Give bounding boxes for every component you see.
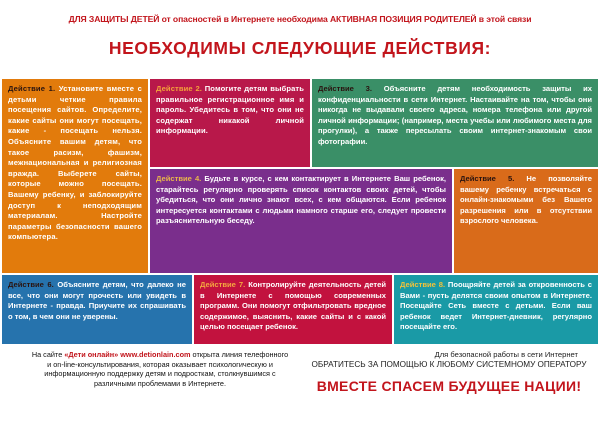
action-4-box: [150, 169, 452, 273]
action-3-box: [312, 79, 598, 167]
hotline-text: открыта линия телефонного и on-line-консультирования, которая оказывает психологическую и информационную поддержку детям и подросткам, столкнувшимся с различными проблемами в Интернете.: [44, 350, 289, 388]
hotline-info: [30, 350, 290, 388]
action-8-box: [394, 275, 598, 344]
action-8-text: Поощряйте детей за откровенность с Вами - пусть делятся своим опытом в Интернете. Посещайте Сеть вместе с детьми. Если ваш ребенок ведет Интернет-дневник, регулярно посещайте его.: [400, 280, 592, 332]
action-5-box: [454, 169, 598, 273]
action-1-text: Установите вместе с детьми четкие правила посещения сайтов. Определите, какие сайты они могут посещать, какие - посещать нельзя. Объясните вашим детям, что такое расизм, фашизм, межнациональная и религиозная вражда. Выберете сайты, которые можно посещать. Вашему ребенку, и заблокируйте доступ к неподходящим материалам. Настройте параметры безопасности вашего компьютера.: [8, 84, 143, 242]
action-7-box: [194, 275, 392, 344]
action-5-text: Не позволяйте вашему ребенку встречаться с онлайн-знакомыми без Вашего разрешения или в отсутствии взрослого человека.: [460, 174, 592, 226]
action-1-box: [2, 79, 148, 273]
slogan: ВМЕСТЕ СПАСЕМ БУДУЩЕЕ НАЦИИ!: [316, 378, 582, 394]
detionlain-link[interactable]: «Дети онлайн» www.detionlain.com: [64, 350, 191, 359]
hotline-prefix: На сайте: [31, 350, 63, 359]
action-1-title: Действие 1.: [8, 84, 56, 93]
action-4-text: Будьте в курсе, с кем контактирует в Интернете Ваш ребенок, старайтесь регулярно проверять список контактов своих детей, чтобы убедиться, что они лично знают всех, с кем общаются. Если ребенок интересуется контактами с людьми намного старше его, следует провести разъяснительную беседу.: [156, 174, 446, 226]
safety-note: Для безопасной работы в сети Интернет: [434, 350, 578, 359]
action-4-title: Действие 4.: [156, 174, 202, 183]
action-6-box: [2, 275, 192, 344]
action-5-title: Действие 5.: [460, 174, 515, 183]
action-8-title: Действие 8.: [400, 280, 446, 289]
action-6-title: Действие 6.: [8, 280, 54, 289]
operator-note: ОБРАТИТЕСЬ ЗА ПОМОЩЬЮ К ЛЮБОМУ СИСТЕМНОМУ ОПЕРАТОРУ: [311, 360, 587, 369]
action-7-title: Действие 7.: [200, 280, 246, 289]
action-3-title: Действие 3.: [318, 84, 372, 93]
action-2-text: Помогите детям выбрать правильное регистрационное имя и пароль. Убедитесь в том, что они не содержат никакой личной информации.: [156, 84, 304, 136]
action-7-text: Контролируйте деятельность детей в Интернете с помощью современных программ. Они помогут отфильтровать вредное содержимое, выяснить, какие сайты и с какой целью посещает ребенок.: [200, 280, 386, 332]
action-2-box: [150, 79, 310, 167]
action-6-text: Объясните детям, что далеко не все, что они могут прочесть или увидеть в Интернете - правда. Приучите их спрашивать о том, в чем они не уверены.: [8, 280, 186, 321]
action-3-text: Объясните детям необходимость защиты их конфиденциальности в сети Интернет. Настаивайте на том, чтобы они никогда не выдавали своего адреса, номера телефона или другой личной информации; (например, места учебы или любимого места для прогулки), а также пересылать своим интернет-знакомым свои фотографии.: [318, 84, 592, 146]
page-title: НЕОБХОДИМЫ СЛЕДУЮЩИЕ ДЕЙСТВИЯ:: [108, 38, 492, 58]
header-line: ДЛЯ ЗАЩИТЫ ДЕТЕЙ от опасностей в Интернете необходима АКТИВНАЯ ПОЗИЦИЯ РОДИТЕЛЕЙ в этой связи: [68, 14, 532, 24]
action-2-title: Действие 2.: [156, 84, 202, 93]
